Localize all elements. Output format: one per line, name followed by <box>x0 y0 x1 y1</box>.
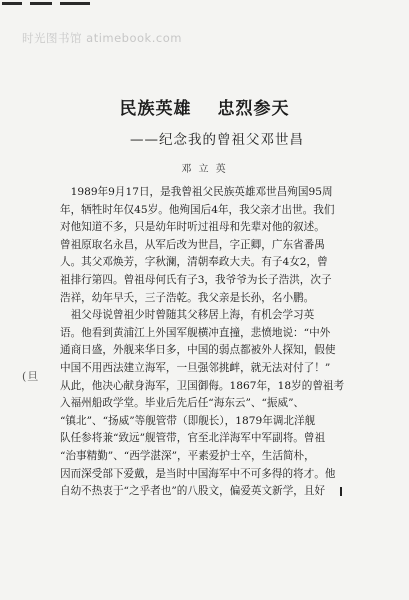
author-name: 邓 立 英 <box>181 164 228 175</box>
text-line: 祖排行第四。曾祖母何氏有子3，我爷爷为长子浩洪，次子 <box>60 273 332 286</box>
rule-segment <box>60 2 90 5</box>
text-line: 对他知道不多，只是幼年时听过祖母和先辈对他的叙述。 <box>60 221 325 234</box>
page-edge-mark <box>340 487 342 496</box>
text-line: 通商日盛，外舰来华日多，中国的弱点都被外人探知，假使 <box>60 344 336 357</box>
text-line: 语。他看到黄浦江上外国军舰横冲直撞，悲愤地说：“中外 <box>60 326 331 339</box>
text-line: 中国不用西法建立海军，一旦强邻挑衅，就无法对付了！” <box>60 361 331 374</box>
text-line: 1989年9月17日，是我曾祖父民族英雄邓世昌殉国95周 <box>60 186 333 198</box>
rule-segment <box>2 2 22 5</box>
top-border-rules <box>0 0 409 10</box>
paragraph-2 <box>60 307 352 501</box>
watermark: 时光图书馆 atimebook.com <box>22 31 182 45</box>
text-line: 因而深受部下爱戴，是当时中国海军中不可多得的将才。他 <box>60 467 336 480</box>
text-line: 年，牺牲时年仅45岁。他殉国后4年，我父亲才出世。我们 <box>60 203 335 216</box>
text-line: 祖父母说曾祖少时曾随其父移居上海，有机会学习英 <box>60 309 315 322</box>
title-right: 忠烈参天 <box>217 99 290 119</box>
margin-mark: (旦 <box>22 370 40 383</box>
text-line: 浩祥，幼年早夭，三子浩乾。我父亲是长孙，名小鹏。 <box>60 291 315 304</box>
rule-segment <box>30 2 52 5</box>
title-left: 民族英雄 <box>119 99 192 119</box>
text-line: “治事精勤”、“西学湛深”，平素爱护士卒，生活简朴， <box>60 449 315 462</box>
text-line: 自幼不热衷于“之乎者也”的八股文，偏爱英文新学，且好 <box>60 485 326 498</box>
text-line: 从此，他决心献身海军，卫国御侮。1867年，18岁的曾祖考 <box>60 379 345 392</box>
text-line: “镇北”、“扬威”等舰管带（即舰长），1879年调北洋舰 <box>60 414 316 427</box>
text-line: 人。其父邓焕芳，字秋澜，清朝奉政大夫。有子4女2，曾 <box>60 256 328 269</box>
article-subtitle: ——纪念我的曾祖父邓世昌 <box>130 132 304 148</box>
text-line: 入福州船政学堂。毕业后先后任“海东云”、“振威”、 <box>60 397 305 410</box>
article-body <box>60 184 352 501</box>
text-line: 队任参将兼“致远”舰管带，官至北洋海军中军副将。曾祖 <box>60 432 326 445</box>
text-line: 曾祖原取名永昌，从军后改为世昌，字正卿，广东省番禺 <box>60 238 325 251</box>
article-title <box>0 94 409 119</box>
paragraph-1 <box>60 184 352 307</box>
